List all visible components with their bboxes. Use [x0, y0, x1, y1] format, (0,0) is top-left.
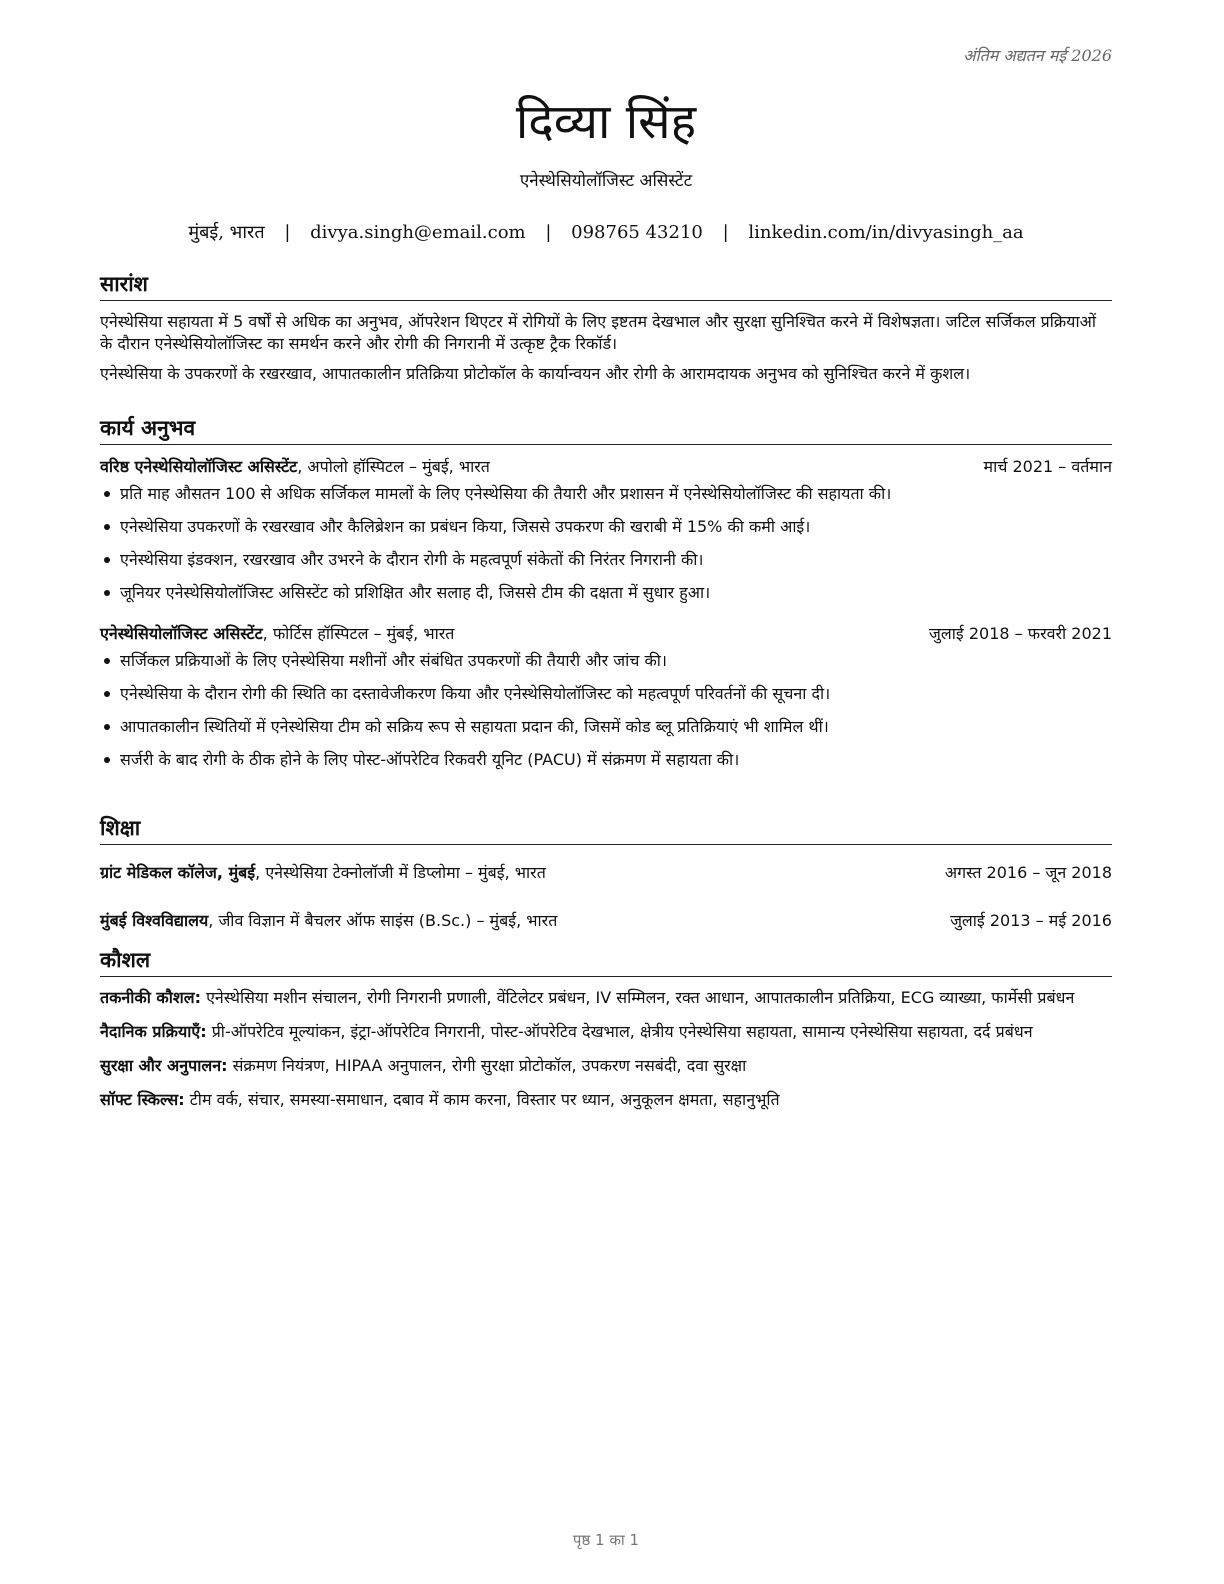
- contact-separator: |: [284, 222, 291, 243]
- resume-page: [100, 0, 1112, 1584]
- skill-group: [100, 987, 1112, 1009]
- contact-line: [100, 220, 1112, 244]
- candidate-name: दिव्या सिंह: [515, 94, 697, 150]
- skill-value: प्री-ऑपरेटिव मूल्यांकन, इंट्रा-ऑपरेटिव निगरानी, पोस्ट-ऑपरेटिव देखभाल, क्षेत्रीय एनेस्थेसिया सहायता, सामान्य एनेस्थेसिया सहायता, दर्द प्रबंधन: [206, 1022, 1033, 1041]
- skill-label: सुरक्षा और अनुपालन:: [100, 1056, 228, 1075]
- section-title-experience: कार्य अनुभव: [100, 414, 1112, 445]
- skill-label: नैदानिक प्रक्रियाएँ:: [100, 1022, 207, 1041]
- job-bullets: [100, 650, 1112, 771]
- page-number: पृष्ठ 1 का 1: [572, 1531, 640, 1549]
- summary-paragraph: एनेस्थेसिया के उपकरणों के रखरखाव, आपातकालीन प्रतिक्रिया प्रोटोकॉल के कार्यान्वयन और रोगी के आरामदायक अनुभव को सुनिश्चित करने में कुशल।: [100, 364, 971, 383]
- education-detail: , एनेस्थेसिया टेक्नोलॉजी में डिप्लोमा – मुंबई, भारत: [255, 863, 546, 882]
- job-dates: मार्च 2021 – वर्तमान: [983, 457, 1112, 476]
- list-item: जूनियर एनेस्थेसियोलॉजिस्ट असिस्टेंट को प्रशिक्षित और सलाह दी, जिससे टीम की दक्षता में सुधार हुआ।: [100, 582, 1112, 604]
- education-section: [100, 814, 1112, 931]
- education-dates: जुलाई 2013 – मई 2016: [950, 911, 1112, 930]
- job-entry: [100, 622, 1112, 771]
- list-item: प्रति माह औसतन 100 से अधिक सर्जिकल मामलों के लिए एनेस्थेसिया की तैयारी और प्रशासन में एनेस्थेसियोलॉजिस्ट की सहायता की।: [100, 483, 1112, 505]
- job-dates: जुलाई 2018 – फरवरी 2021: [929, 624, 1112, 643]
- skill-group: [100, 1021, 1112, 1043]
- job-header: [100, 455, 1112, 477]
- job-bullets: [100, 483, 1112, 604]
- list-item: एनेस्थेसिया के दौरान रोगी की स्थिति का दस्तावेजीकरण किया और एनेस्थेसियोलॉजिस्ट को महत्वपूर्ण परिवर्तनों की सूचना दी।: [100, 683, 1112, 705]
- contact-email[interactable]: divya.singh@email.com: [310, 222, 526, 243]
- skill-value: टीम वर्क, संचार, समस्या-समाधान, दबाव में काम करना, विस्तार पर ध्यान, अनुकूलन क्षमता, सहानुभूति: [184, 1090, 780, 1109]
- skill-label: सॉफ्ट स्किल्स:: [100, 1090, 185, 1109]
- contact-linkedin[interactable]: linkedin.com/in/divyasingh_aa: [748, 222, 1024, 243]
- education-entry: [100, 909, 1112, 931]
- summary-paragraph: एनेस्थेसिया सहायता में 5 वर्षों से अधिक का अनुभव, ऑपरेशन थिएटर में रोगियों के लिए इष्टतम देखभाल और सुरक्षा सुनिश्चित करने में विशेषज्ञता। जटिल सर्जिकल प्रक्रियाओं के दौरान एनेस्थेसियोलॉजिस्ट का समर्थन करने और रोगी की निगरानी में उत्कृष्ट ट्रैक रिकॉर्ड।: [100, 312, 1096, 353]
- contact-location: मुंबई, भारत: [188, 222, 265, 243]
- contact-separator: |: [545, 222, 552, 243]
- contact-separator: |: [722, 222, 729, 243]
- education-dates: अगस्त 2016 – जून 2018: [944, 863, 1112, 882]
- job-header: [100, 622, 1112, 644]
- candidate-role: एनेस्थेसियोलॉजिस्ट असिस्टेंट: [519, 171, 693, 191]
- education-school: ग्रांट मेडिकल कॉलेज, मुंबई: [100, 863, 256, 882]
- section-title-education: शिक्षा: [100, 814, 1112, 845]
- job-role: एनेस्थेसियोलॉजिस्ट असिस्टेंट: [100, 624, 263, 643]
- skill-value: एनेस्थेसिया मशीन संचालन, रोगी निगरानी प्रणाली, वेंटिलेटर प्रबंधन, IV सम्मिलन, रक्त आधान, आपातकालीन प्रतिक्रिया, ECG व्याख्या, फार्मेसी प्रबंधन: [201, 988, 1075, 1007]
- skill-group: [100, 1055, 1112, 1077]
- section-title-summary: सारांश: [100, 270, 1112, 301]
- list-item: एनेस्थेसिया उपकरणों के रखरखाव और कैलिब्रेशन का प्रबंधन किया, जिससे उपकरण की खराबी में 15% की कमी आई।: [100, 516, 1112, 538]
- skills-section: [100, 946, 1112, 1123]
- education-detail: , जीव विज्ञान में बैचलर ऑफ साइंस (B.Sc.) – मुंबई, भारत: [208, 911, 558, 930]
- experience-section: [100, 414, 1112, 782]
- list-item: एनेस्थेसिया इंडक्शन, रखरखाव और उभरने के दौरान रोगी के महत्वपूर्ण संकेतों की निरंतर निगरानी की।: [100, 549, 1112, 571]
- job-org: , अपोलो हॉस्पिटल – मुंबई, भारत: [297, 457, 490, 476]
- contact-phone[interactable]: 098765 43210: [571, 222, 703, 243]
- job-entry: [100, 455, 1112, 604]
- skill-value: संक्रमण नियंत्रण, HIPAA अनुपालन, रोगी सुरक्षा प्रोटोकॉल, उपकरण नसबंदी, दवा सुरक्षा: [227, 1056, 747, 1075]
- list-item: सर्जिकल प्रक्रियाओं के लिए एनेस्थेसिया मशीनों और संबंधित उपकरणों की तैयारी और जांच की।: [100, 650, 1112, 672]
- list-item: आपातकालीन स्थितियों में एनेस्थेसिया टीम को सक्रिय रूप से सहायता प्रदान की, जिसमें कोड ब्लू प्रतिक्रियाएं भी शामिल थीं।: [100, 716, 1112, 738]
- skill-label: तकनीकी कौशल:: [100, 988, 201, 1007]
- job-org: , फोर्टिस हॉस्पिटल – मुंबई, भारत: [262, 624, 455, 643]
- section-title-skills: कौशल: [100, 946, 1112, 977]
- education-school: मुंबई विश्वविद्यालय: [100, 911, 209, 930]
- job-role: वरिष्ठ एनेस्थेसियोलॉजिस्ट असिस्टेंट: [100, 457, 298, 476]
- last-updated: अंतिम अद्यतन मई 2026: [963, 46, 1112, 65]
- education-entry: [100, 861, 1112, 883]
- skill-group: [100, 1089, 1112, 1111]
- summary-section: [100, 270, 1112, 393]
- list-item: सर्जरी के बाद रोगी के ठीक होने के लिए पोस्ट-ऑपरेटिव रिकवरी यूनिट (PACU) में संक्रमण में सहायता की।: [100, 749, 1112, 771]
